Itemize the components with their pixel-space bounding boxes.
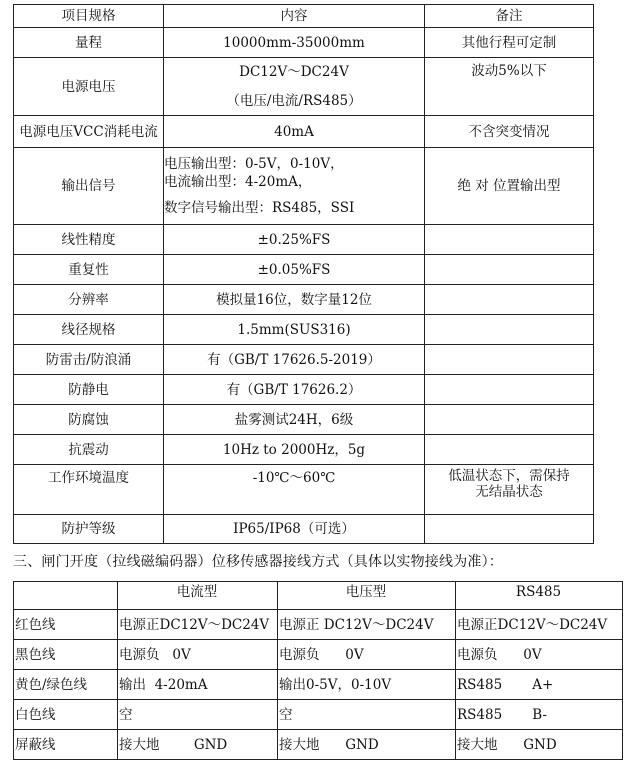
wiring-header-cell (14, 582, 118, 610)
spec-note (425, 315, 594, 345)
spec-content (164, 58, 425, 116)
spec-content-line: 电流输出型：4-20mA， (164, 174, 312, 190)
spec-content: 盐雾测试24H，6级 (164, 405, 425, 435)
spec-table (13, 4, 594, 544)
wire-voltage: 电源正 DC12V～DC24V (278, 610, 456, 640)
wire-current: 空 (118, 700, 278, 730)
wiring-row (14, 700, 623, 730)
spec-row (14, 225, 594, 255)
wire-color: 白色线 (14, 700, 118, 730)
spec-row (14, 148, 594, 225)
spec-row (14, 345, 594, 375)
spec-note: 其他行程可定制 (425, 28, 594, 58)
spec-note-line: 低温状态下，需保持 (448, 468, 570, 484)
spec-item: 防腐蚀 (14, 405, 164, 435)
spec-content: 40mA (164, 116, 425, 148)
wiring-header-row (14, 582, 623, 610)
spec-row (14, 116, 594, 148)
spec-note: 绝 对 位置输出型 (425, 148, 594, 225)
wiring-row (14, 670, 623, 700)
spec-note (425, 345, 594, 375)
spec-item: 防护等级 (14, 515, 164, 544)
spec-header-row (14, 5, 594, 28)
wiring-row (14, 730, 623, 760)
spec-row (14, 285, 594, 315)
spec-item: 抗震动 (14, 435, 164, 465)
spec-content: -10℃～60℃ (164, 465, 425, 515)
wire-color: 黑色线 (14, 640, 118, 670)
spec-content-line: 电压输出型：0-5V，0-10V， (164, 156, 344, 172)
spec-content (164, 148, 425, 225)
spec-content: ±0.25%FS (164, 225, 425, 255)
spec-note: 波动5%以下 (425, 58, 594, 116)
spec-note: 不含突变情况 (425, 116, 594, 148)
wire-rs485: RS485 B- (456, 700, 623, 730)
wire-current: 电源负 0V (118, 640, 278, 670)
spec-item: 防静电 (14, 375, 164, 405)
spec-row (14, 515, 594, 544)
wiring-header-cell: 电压型 (278, 582, 456, 610)
spec-content-line: DC12V～DC24V (239, 64, 349, 80)
spec-note-line: 无结晶状态 (475, 484, 543, 500)
spec-content: 10000mm-35000mm (164, 28, 425, 58)
wire-rs485: 接大地 GND (456, 730, 623, 760)
wire-current: 接大地 GND (118, 730, 278, 760)
spec-note (425, 375, 594, 405)
spec-content: 10Hz to 2000Hz，5g (164, 435, 425, 465)
spec-item: 输出信号 (14, 148, 164, 225)
wire-rs485: RS485 A+ (456, 670, 623, 700)
spec-item: 工作环境温度 (14, 465, 164, 515)
spec-row (14, 375, 594, 405)
spec-note (425, 255, 594, 285)
spec-note (425, 435, 594, 465)
wire-voltage: 输出0-5V，0-10V (278, 670, 456, 700)
wire-voltage: 接大地 GND (278, 730, 456, 760)
spec-note (425, 405, 594, 435)
spec-content: 模拟量16位，数字量12位 (164, 285, 425, 315)
spec-item: 防雷击/防浪涌 (14, 345, 164, 375)
section-heading: 三、闸门开度（拉线磁编码器）位移传感器接线方式（具体以实物接线为准）： (13, 554, 503, 570)
spec-row (14, 58, 594, 116)
spec-item: 量程 (14, 28, 164, 58)
wire-rs485: 电源负 0V (456, 640, 623, 670)
spec-item: 电源电压 (14, 58, 164, 116)
header-content: 内容 (164, 5, 425, 28)
wiring-row (14, 640, 623, 670)
wire-color: 屏蔽线 (14, 730, 118, 760)
spec-content: IP65/IP68（可选） (164, 515, 425, 544)
spec-item: 分辨率 (14, 285, 164, 315)
wire-voltage: 电源负 0V (278, 640, 456, 670)
spec-row (14, 315, 594, 345)
wiring-table (13, 581, 623, 760)
spec-content: 有（GB/T 17626.2） (164, 375, 425, 405)
header-note: 备注 (425, 5, 594, 28)
spec-content: 1.5mm(SUS316) (164, 315, 425, 345)
spec-content: 有（GB/T 17626.5-2019） (164, 345, 425, 375)
spec-content: ±0.05%FS (164, 255, 425, 285)
spec-row (14, 435, 594, 465)
spec-row (14, 465, 594, 515)
wire-voltage: 空 (278, 700, 456, 730)
wire-rs485: 电源正DC12V～DC24V (456, 610, 623, 640)
spec-note (425, 515, 594, 544)
wire-color: 红色线 (14, 610, 118, 640)
header-item: 项目规格 (14, 5, 164, 28)
spec-row (14, 28, 594, 58)
wire-current: 输出 4-20mA (118, 670, 278, 700)
spec-row (14, 405, 594, 435)
wiring-row (14, 610, 623, 640)
spec-row (14, 255, 594, 285)
spec-content-line: 数字信号输出型：RS485，SSI (164, 200, 355, 216)
wiring-header-cell: 电流型 (118, 582, 278, 610)
wire-current: 电源正DC12V～DC24V (118, 610, 278, 640)
spec-note (425, 465, 594, 515)
spec-item: 线性精度 (14, 225, 164, 255)
spec-item: 电源电压VCC消耗电流 (14, 116, 164, 148)
wiring-header-cell: RS485 (456, 582, 623, 610)
spec-content-line: （电压/电流/RS485） (226, 93, 362, 109)
spec-item: 重复性 (14, 255, 164, 285)
spec-note (425, 225, 594, 255)
spec-item: 线径规格 (14, 315, 164, 345)
wire-color: 黄色/绿色线 (14, 670, 118, 700)
spec-note (425, 285, 594, 315)
